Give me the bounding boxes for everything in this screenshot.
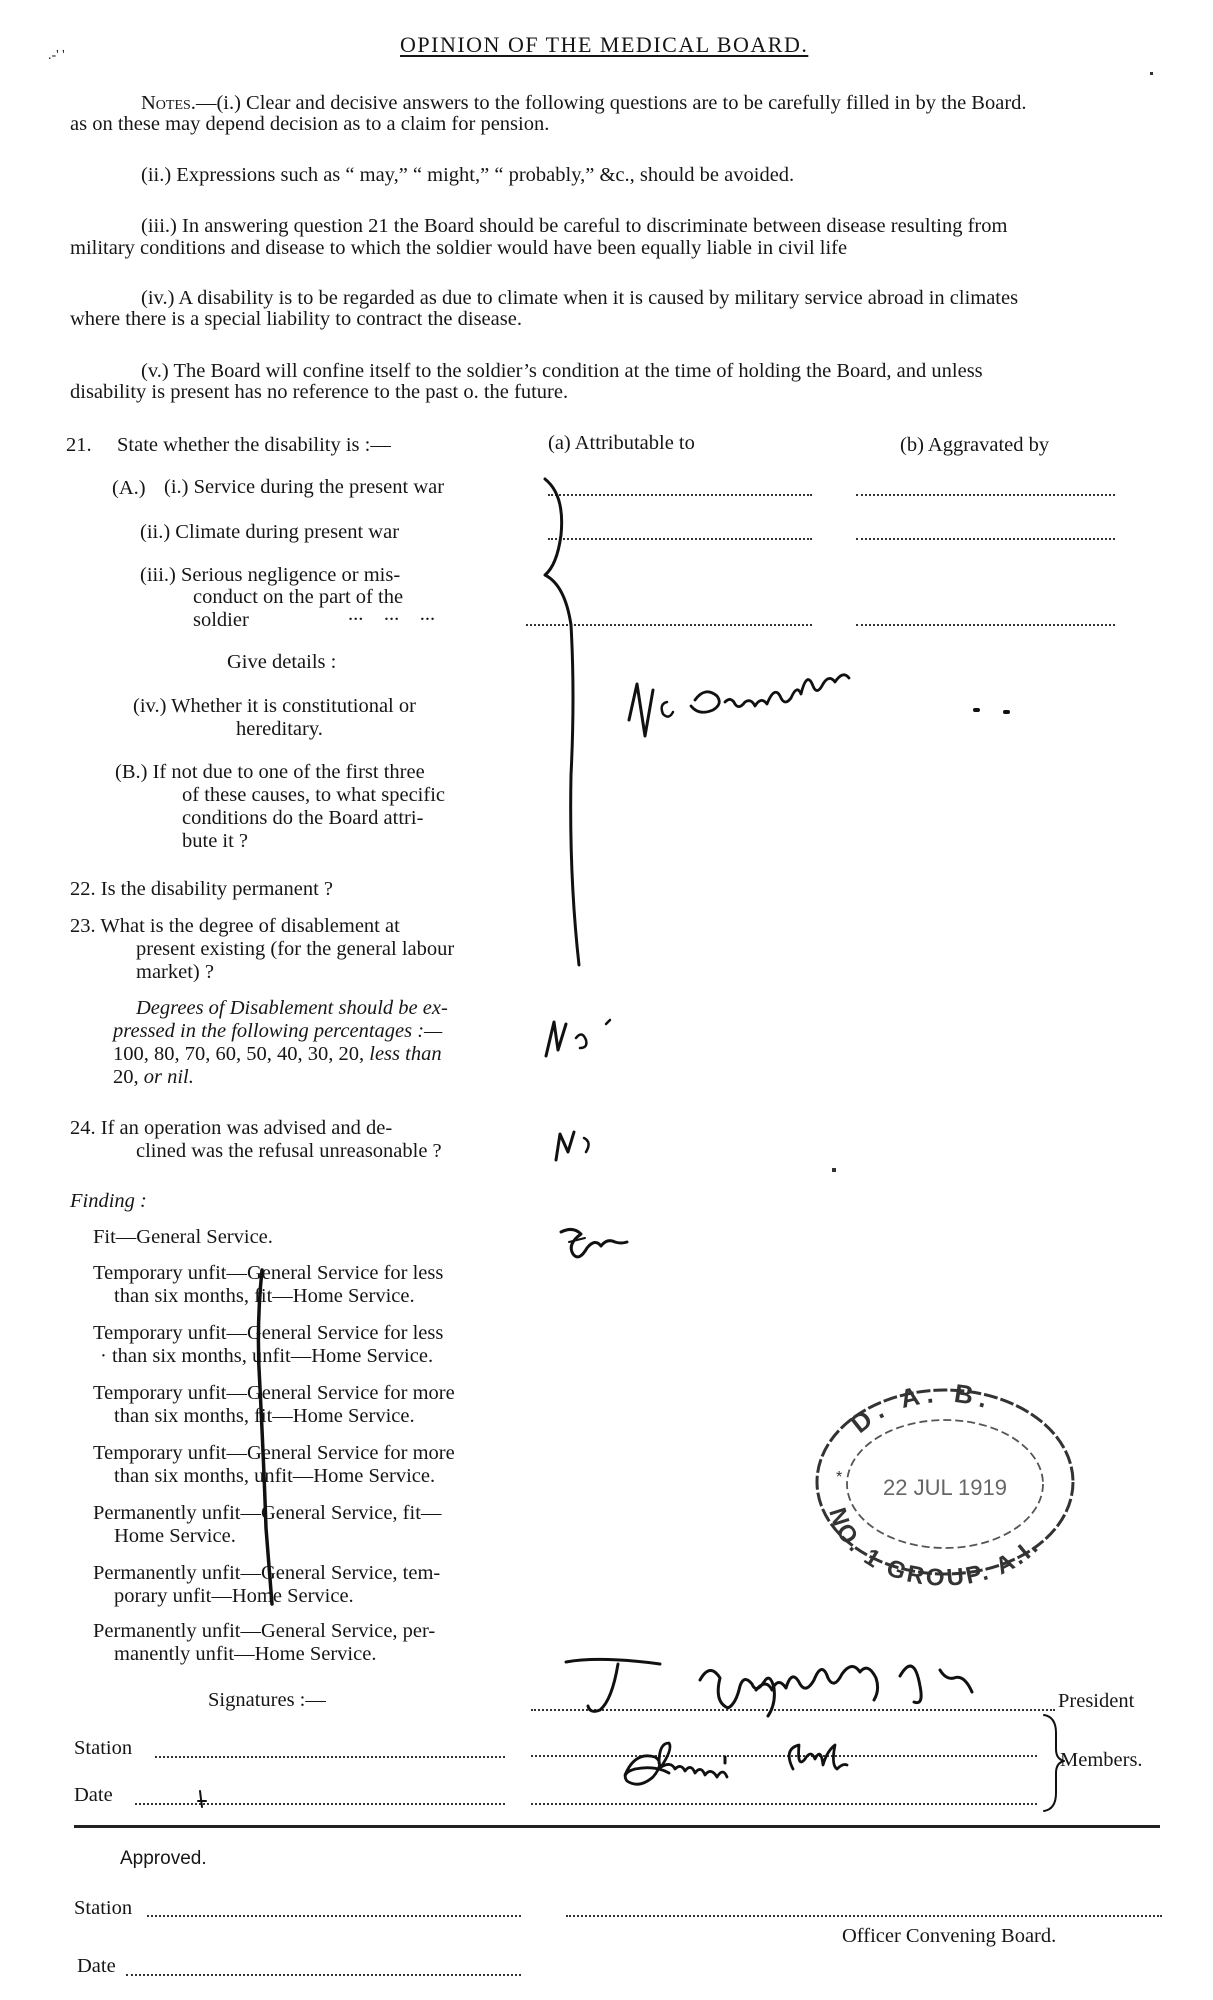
q21-a-i: (i.) Service during the present war (164, 476, 445, 498)
q21-b-line-3: conditions do the Board attri- (182, 807, 424, 829)
note-1-text: —(i.) Clear and decisive answers to the following questions are to be carefully filled in by the Board. (195, 92, 1027, 114)
q21-a-label (112, 477, 146, 500)
members-label: Members. (1060, 1749, 1143, 1771)
approved-station-label: Station (74, 1897, 133, 1919)
q21-b-line-2: of these causes, to what specific (182, 784, 445, 806)
finding-5-line-2: than six months, unfit—Home Service. (114, 1465, 436, 1487)
station-label: Station (74, 1737, 133, 1759)
note-1-line-1 (141, 92, 1027, 115)
q22-text: 22. Is the disability permanent ? (70, 878, 334, 900)
section-divider (74, 1825, 1160, 1828)
finding-8-line-2: manently unfit—Home Service. (114, 1643, 377, 1665)
q21-a-iii-line-1: (iii.) Serious negligence or mis- (140, 564, 401, 586)
approved-label: Approved. (120, 1848, 207, 1869)
speck (1150, 72, 1153, 75)
handwriting-no-disability (615, 640, 1035, 760)
signatures-label: Signatures :— (208, 1689, 326, 1711)
less-than: less than (369, 1043, 442, 1065)
handwritten-finding-line (250, 1268, 290, 1608)
svg-text:D. A. B. (845, 1378, 998, 1439)
column-a-header: (a) Attributable to (548, 432, 695, 454)
q21-a-iii-line-2: conduct on the part of the (193, 586, 404, 608)
q24-line-1: 24. If an operation was advised and de- (70, 1117, 393, 1139)
finding-3-line-1: Temporary unfit—General Service for less (93, 1322, 444, 1344)
percentages: 100, 80, 70, 60, 50, 40, 30, 20, (113, 1043, 365, 1065)
officer-convening-label: Officer Convening Board. (842, 1925, 1057, 1947)
degrees-note-line-1: Degrees of Disablement should be ex- (136, 997, 448, 1019)
finding-fit: Fit—General Service. (93, 1226, 273, 1248)
handwriting-q23 (540, 1010, 660, 1080)
note-3-line-1: (iii.) In answering question 21 the Board should be careful to discriminate between disease resulting from (141, 215, 1008, 237)
page-title: OPINION OF THE MEDICAL BOARD. (400, 32, 809, 57)
note-2: (ii.) Expressions such as “ may,” “ might,” “ probably,” &c., should be avoided. (141, 164, 795, 186)
approved-date-label: Date (77, 1955, 116, 1977)
q24-line-2: clined was the refusal unreasonable ? (136, 1140, 442, 1162)
corner-mark: .-' ' (48, 48, 65, 63)
member-signature (615, 1735, 935, 1805)
finding-7-line-1: Permanently unfit—General Service, tem- (93, 1562, 441, 1584)
q23-line-3: market) ? (136, 961, 214, 983)
president-signature (560, 1650, 1060, 1740)
finding-6-line-1: Permanently unfit—General Service, fit— (93, 1502, 442, 1524)
q21-number: 21. (66, 434, 92, 456)
answer-line-b-i[interactable] (856, 494, 1115, 496)
date-mark (194, 1787, 210, 1811)
note-1-line-2: as on these may depend decision as to a claim for pension. (70, 113, 550, 135)
finding-2-line-1: Temporary unfit—General Service for less (93, 1262, 444, 1284)
station-line[interactable] (155, 1756, 505, 1758)
approved-station-line[interactable] (147, 1915, 521, 1917)
degrees-note-line-2: pressed in the following percentages :— (113, 1020, 443, 1042)
approved-date-line[interactable] (126, 1974, 521, 1976)
finding-4-line-2: than six months, fit—Home Service. (114, 1405, 415, 1427)
note-3-line-2: military conditions and disease to which the soldier would have been equally liable in civil life (70, 237, 848, 259)
board-stamp (800, 1372, 1090, 1592)
note-5-line-1: (v.) The Board will confine itself to the soldier’s condition at the time of holding the Board, and unless (141, 360, 983, 382)
column-b-header: (b) Aggravated by (900, 434, 1050, 456)
stamp-bottom-text: NO. 1 GROUP. A.I. (823, 1504, 1046, 1592)
finding-label: Finding : (70, 1190, 147, 1212)
finding-7-line-2: porary unfit—Home Service. (114, 1585, 354, 1607)
dot-leader: ... ... ... (348, 603, 436, 625)
speck (832, 1168, 836, 1172)
handwritten-bracket (535, 475, 595, 975)
date-label: Date (74, 1784, 113, 1806)
notes-label: Notes. (141, 92, 196, 114)
q21-a-iii-line-3: soldier (193, 609, 249, 631)
q21-a-iv-line-2: hereditary. (236, 718, 323, 740)
q23-line-1: 23. What is the degree of disablement at (70, 915, 400, 937)
handwriting-finding (555, 1212, 655, 1272)
finding-2-line-2: than six months, fit—Home Service. (114, 1285, 415, 1307)
q21-a-iv-line-1: (iv.) Whether it is constitutional or (133, 695, 416, 717)
svg-text:*: * (836, 1469, 843, 1486)
give-details-label: Give details : (227, 651, 337, 673)
note-5-line-2: disability is present has no reference to the past o. the future. (70, 381, 569, 403)
stamp-date: 22 JUL 1919 (883, 1475, 1007, 1500)
or-nil: or nil. (143, 1066, 194, 1088)
date-line[interactable] (135, 1803, 505, 1805)
note-4-line-1: (iv.) A disability is to be regarded as due to climate when it is caused by military service abroad in climates (141, 287, 1019, 309)
q21-b-line-4: bute it ? (182, 830, 249, 852)
stamp-top-text: D. A. B. (844, 1377, 998, 1439)
note-4-line-2: where there is a special liability to contract the disease. (70, 308, 522, 330)
finding-3-line-2: · than six months, unfit—Home Service. (100, 1345, 434, 1367)
finding-8-line-1: Permanently unfit—General Service, per- (93, 1620, 436, 1642)
degrees-note-line-4 (113, 1066, 194, 1089)
handwriting-q24 (550, 1122, 630, 1182)
answer-line-b-ii[interactable] (856, 538, 1115, 540)
answer-line-b-iii[interactable] (856, 624, 1115, 626)
finding-6-line-2: Home Service. (114, 1525, 236, 1547)
president-label: President (1058, 1690, 1135, 1712)
q21-a-marker: (A.) (112, 477, 146, 499)
finding-4-line-1: Temporary unfit—General Service for more (93, 1382, 455, 1404)
convening-officer-line[interactable] (566, 1915, 1162, 1917)
twenty: 20, (113, 1066, 139, 1088)
degrees-note-line-3 (113, 1043, 442, 1066)
q21-prompt: State whether the disability is :— (117, 434, 391, 456)
q21-a-ii: (ii.) Climate during present war (140, 521, 400, 543)
finding-5-line-1: Temporary unfit—General Service for more (93, 1442, 455, 1464)
q23-line-2: present existing (for the general labour (136, 938, 455, 960)
q21-b-line-1: (B.) If not due to one of the first three (115, 761, 425, 783)
